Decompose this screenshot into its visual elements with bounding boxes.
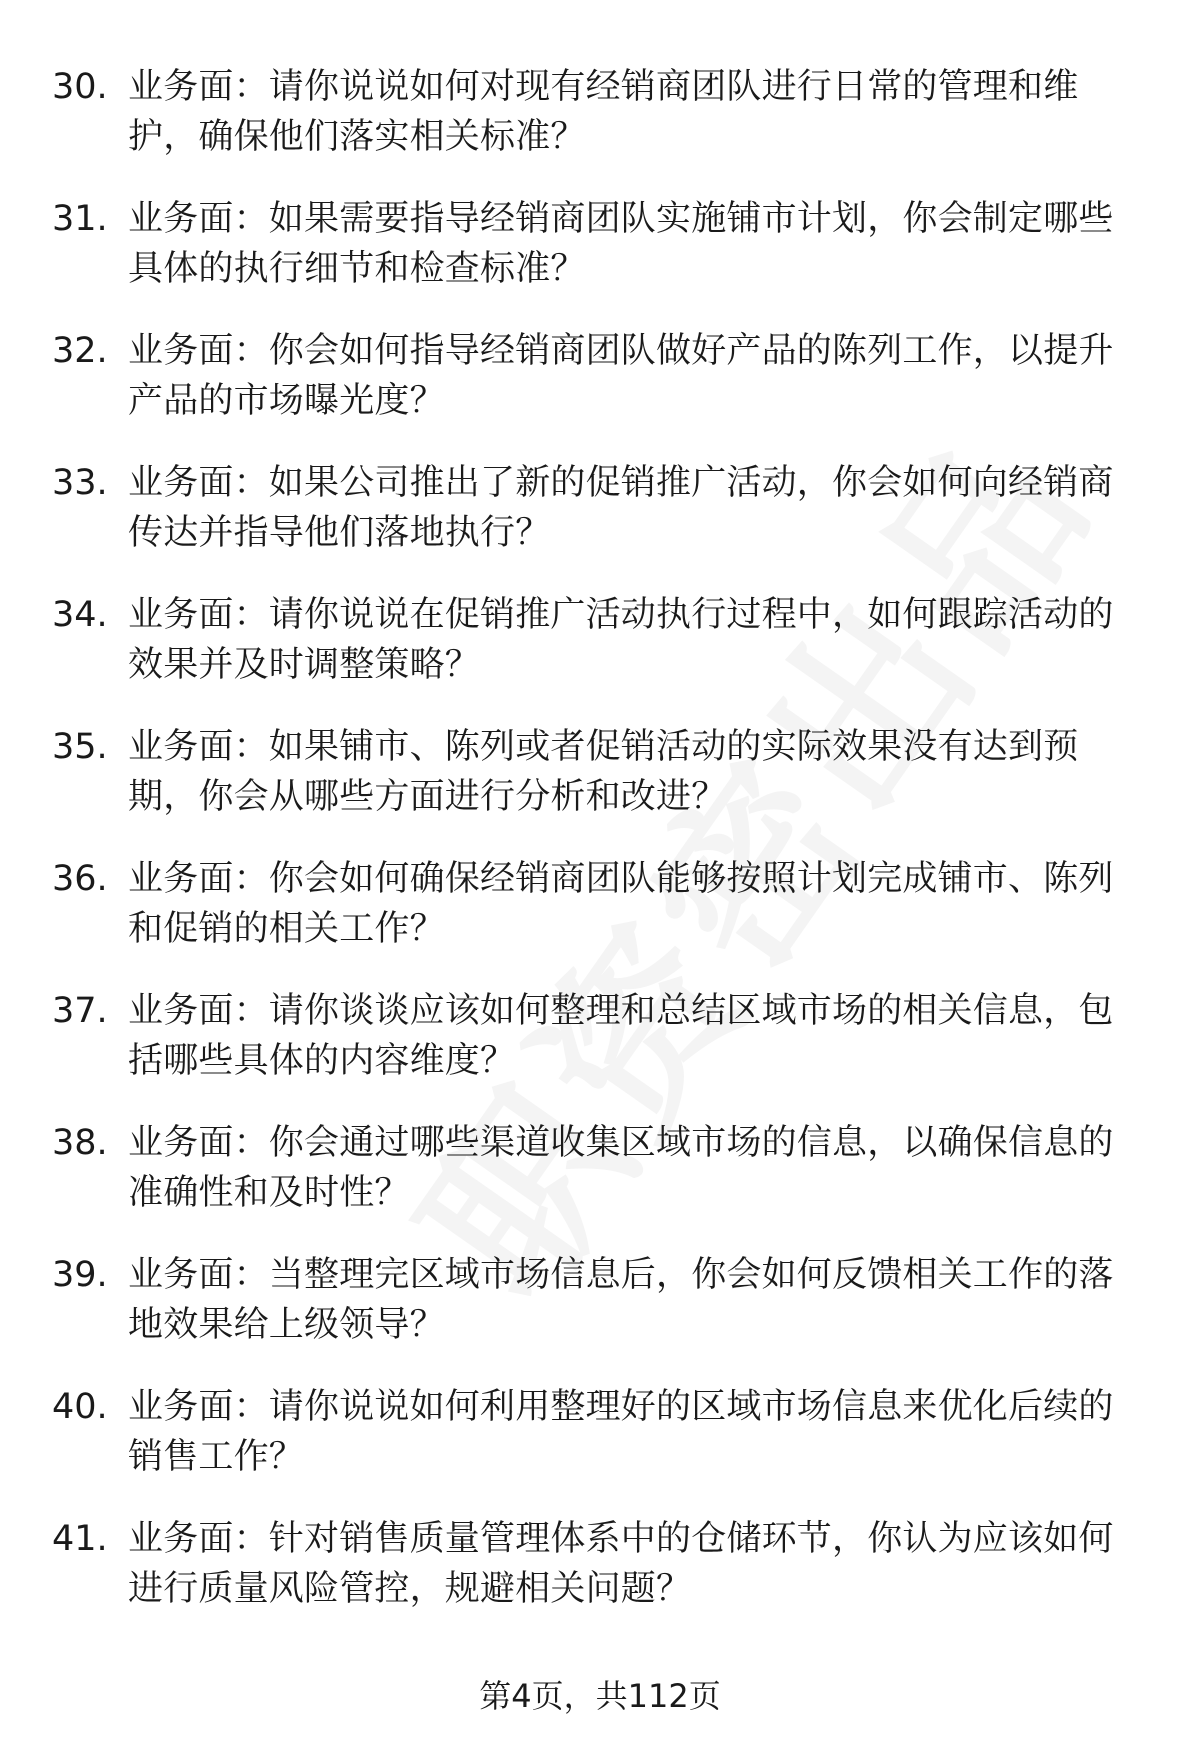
list-item [0, 722, 1200, 854]
question-number: 34. [52, 595, 108, 635]
list-item [0, 1250, 1200, 1382]
question-text: 业务面：当整理完区域市场信息后，你会如何反馈相关工作的落地效果给上级领导？ [128, 1255, 1114, 1345]
question-text: 业务面：如果公司推出了新的促销推广活动，你会如何向经销商传达并指导他们落地执行？ [128, 463, 1114, 553]
question-number: 41. [52, 1519, 108, 1559]
list-item [0, 326, 1200, 458]
question-text: 业务面：如果铺市、陈列或者促销活动的实际效果没有达到预期，你会从哪些方面进行分析和改进？ [128, 727, 1079, 817]
question-text: 业务面：你会通过哪些渠道收集区域市场的信息，以确保信息的准确性和及时性？ [128, 1123, 1114, 1213]
question-number: 31. [52, 199, 108, 239]
question-number: 36. [52, 859, 108, 899]
question-text: 业务面：请你谈谈应该如何整理和总结区域市场的相关信息，包括哪些具体的内容维度？ [128, 991, 1114, 1081]
question-number: 39. [52, 1255, 108, 1295]
page-footer: 第4页，共112页 [479, 1677, 721, 1715]
question-text: 业务面：如果需要指导经销商团队实施铺市计划，你会制定哪些具体的执行细节和检查标准？ [128, 199, 1114, 289]
list-item [0, 986, 1200, 1118]
list-item [0, 458, 1200, 590]
question-list [0, 62, 1200, 1646]
list-item [0, 1382, 1200, 1514]
question-number: 35. [52, 727, 108, 767]
list-item [0, 590, 1200, 722]
question-number: 38. [52, 1123, 108, 1163]
list-item [0, 854, 1200, 986]
list-item [0, 1118, 1200, 1250]
question-text: 业务面：请你说说如何对现有经销商团队进行日常的管理和维护，确保他们落实相关标准？ [128, 67, 1079, 157]
question-number: 40. [52, 1387, 108, 1427]
question-number: 33. [52, 463, 108, 503]
question-text: 业务面：请你说说在促销推广活动执行过程中，如何跟踪活动的效果并及时调整策略？ [128, 595, 1114, 685]
list-item [0, 194, 1200, 326]
list-item [0, 62, 1200, 194]
question-number: 30. [52, 67, 108, 107]
question-number: 37. [52, 991, 108, 1031]
question-text: 业务面：你会如何确保经销商团队能够按照计划完成铺市、陈列和促销的相关工作？ [128, 859, 1114, 949]
question-text: 业务面：针对销售质量管理体系中的仓储环节，你认为应该如何进行质量风险管控，规避相关问题？ [128, 1519, 1114, 1609]
question-number: 32. [52, 331, 108, 371]
question-text: 业务面：你会如何指导经销商团队做好产品的陈列工作，以提升产品的市场曝光度？ [128, 331, 1114, 421]
question-text: 业务面：请你说说如何利用整理好的区域市场信息来优化后续的销售工作？ [128, 1387, 1114, 1477]
list-item [0, 1514, 1200, 1646]
